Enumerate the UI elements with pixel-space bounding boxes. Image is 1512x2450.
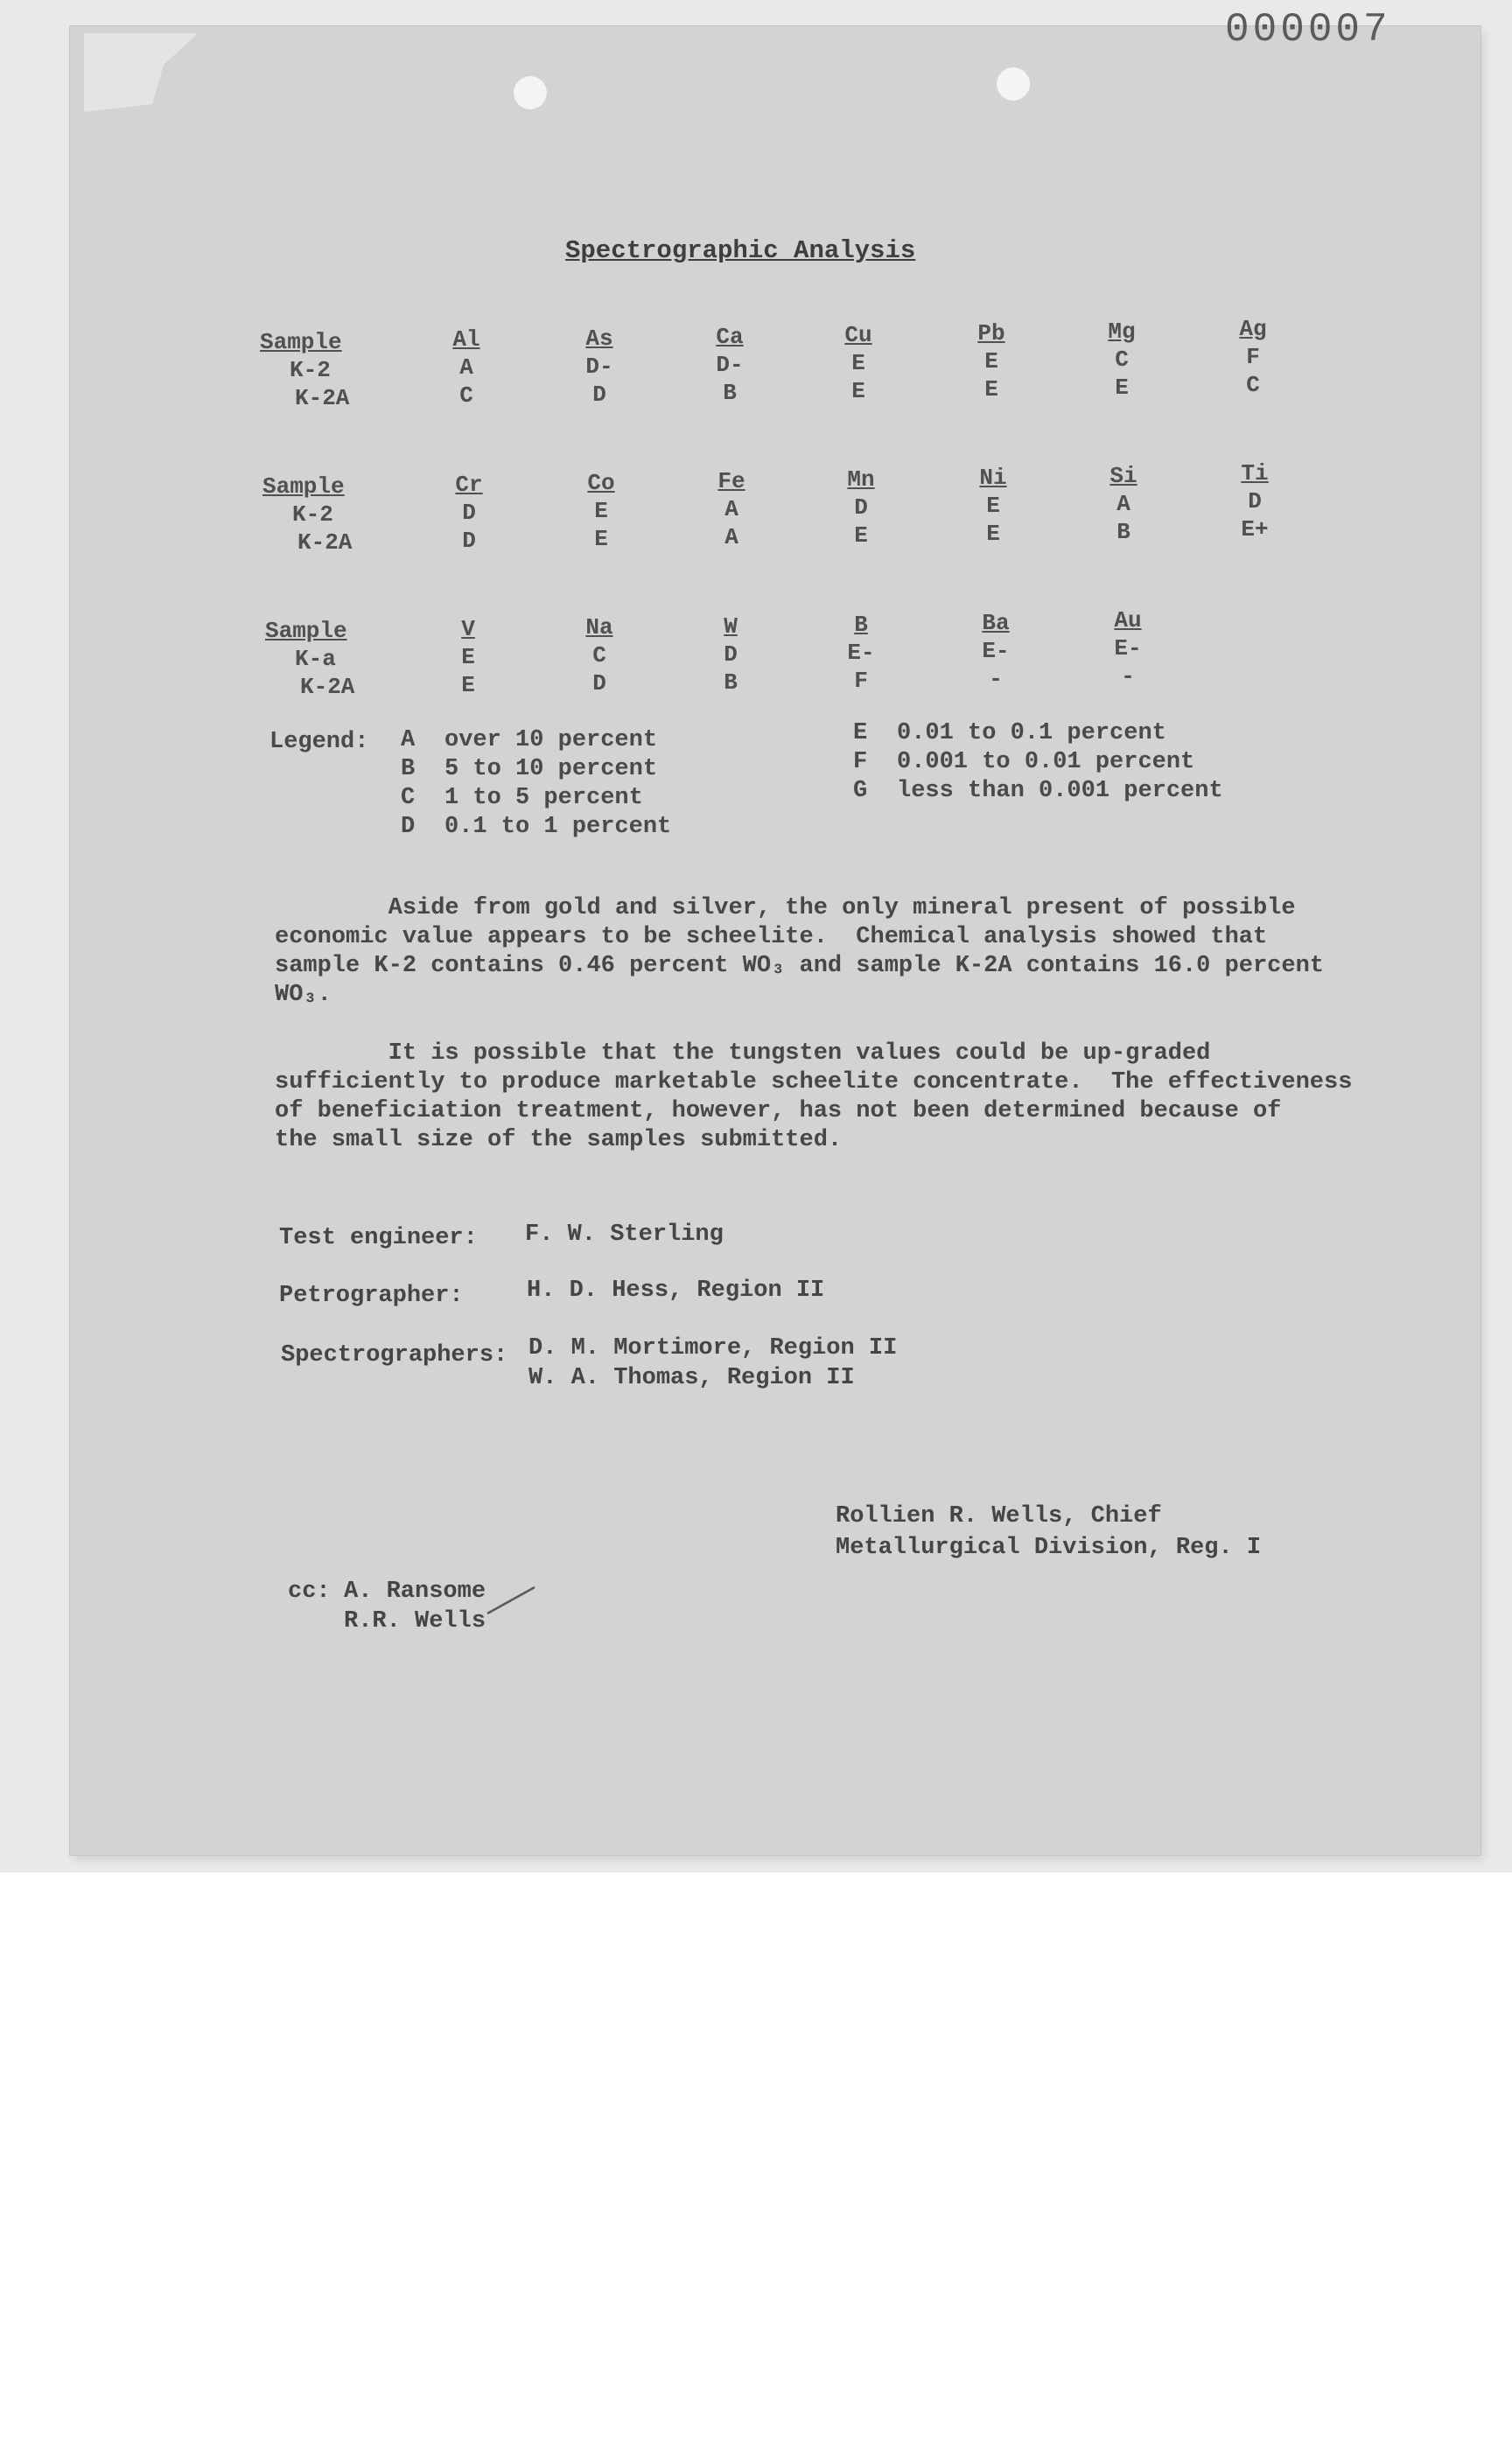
element-value: E- [1114,635,1142,662]
element-symbol: Cr [455,472,483,498]
element-symbol: V [461,616,475,642]
element-symbol: Co [587,470,615,496]
element-symbol: Pb [977,320,1005,346]
element-value: F [1246,344,1260,370]
element-symbol: As [585,326,613,352]
cc-recipient: A. Ransome [344,1578,486,1605]
element-value: E [986,493,1000,519]
paragraph-tungsten: It is possible that the tungsten values could be up-graded sufficiently to produce marketable scheelite concentrate. The effectiveness of beneficiation treatment, however, has not been determined because of the small size of the samples submitted. [275,1040,1353,1153]
element-symbol: Al [452,326,480,353]
legend-text: 0.01 to 0.1 percent [897,720,1166,746]
test-engineer-label: Test engineer: [279,1225,478,1251]
sample-id: K-2 [290,357,331,383]
sample-header: Sample [260,329,342,355]
element-value: D [462,500,476,526]
element-value: E- [847,640,875,666]
legend-code: D [401,814,416,840]
legend-text: less than 0.001 percent [897,778,1223,804]
element-value: E [461,672,475,698]
element-value: E [984,376,998,402]
page-title: Spectrographic Analysis [565,236,916,265]
legend-text: 0.1 to 1 percent [444,814,672,840]
element-column [819,321,898,405]
legend-list-left [401,726,671,842]
signature-name: Rollien R. Wells, Chief [836,1503,1162,1530]
element-column [560,613,639,697]
legend-code: A [401,727,416,753]
element-value: E [854,522,868,549]
element-column [1084,462,1163,546]
test-engineer-name: F. W. Sterling [525,1222,724,1248]
element-column [430,471,508,555]
element-value: A [724,496,738,522]
element-value: E [851,378,865,404]
element-value: E [986,521,1000,547]
check-mark-icon [486,1582,538,1617]
element-column [691,612,770,696]
element-value: D [1248,488,1262,514]
element-value: E [984,348,998,374]
element-symbol: Ti [1241,460,1269,486]
sample-id: K-a [295,646,336,672]
legend-item [401,755,671,784]
element-value: D [462,528,476,554]
element-column [1214,315,1292,399]
cc-label: cc: [288,1578,331,1605]
spectrographer-name: D. M. Mortimore, Region II [528,1335,898,1362]
element-column [956,609,1035,693]
punch-hole-left [514,76,547,109]
element-column [1082,318,1161,402]
spectrographers-label: Spectrographers: [281,1342,508,1368]
legend-text: 1 to 5 percent [444,785,643,811]
element-symbol: Au [1114,607,1142,634]
element-value: A [724,524,738,550]
sample-column [260,328,391,412]
element-value: E [594,526,608,552]
sample-column [265,617,396,701]
element-value: E [1115,374,1129,401]
legend-code: F [853,749,868,775]
element-column [427,326,506,410]
legend-code: B [401,756,416,782]
sample-id: K-2A [295,385,350,411]
element-value: D [724,641,738,668]
sample-header: Sample [262,473,345,500]
element-column [954,464,1032,548]
element-value: D- [585,354,613,380]
element-value: E [594,498,608,524]
signature-title: Metallurgical Division, Reg. I [836,1535,1262,1561]
sample-id: K-2A [298,529,353,556]
element-column [560,325,639,409]
element-symbol: Ag [1239,316,1267,342]
element-value: C [592,642,606,668]
element-symbol: Na [585,614,613,640]
legend-code: C [401,785,416,811]
legend-item [401,813,671,842]
legend-code: E [853,720,868,746]
petrographer-label: Petrographer: [279,1283,464,1309]
sample-id: K-2 [292,501,333,528]
legend-code: G [853,778,868,804]
element-symbol: Ca [716,324,744,350]
legend-text: over 10 percent [444,727,658,753]
element-symbol: Mg [1108,318,1136,345]
legend-item [853,719,1223,748]
element-symbol: Fe [718,468,746,494]
sample-column [262,472,394,556]
element-value: F [854,668,868,694]
element-symbol: Si [1110,463,1138,489]
element-value: A [459,354,473,381]
cc-recipient: R.R. Wells [344,1608,486,1634]
element-value: D [592,670,606,696]
element-column [822,466,900,550]
element-value: A [1116,491,1130,517]
element-column [1088,606,1167,690]
page-number: 000007 [1225,7,1391,52]
legend-text: 0.001 to 0.01 percent [897,749,1195,775]
element-value: D [592,382,606,408]
legend-list-right [853,719,1223,806]
element-symbol: Cu [844,322,872,348]
element-value: D [854,494,868,521]
legend-item [401,784,671,813]
element-column [692,467,771,551]
legend-text: 5 to 10 percent [444,756,658,782]
element-value: E [461,644,475,670]
element-value: E [851,350,865,376]
element-symbol: Ni [979,465,1007,491]
element-value: - [989,666,1003,692]
element-symbol: Ba [982,610,1010,636]
petrographer-name: H. D. Hess, Region II [527,1278,825,1304]
element-value: D- [716,352,744,378]
element-column [690,323,769,407]
legend-label: Legend: [270,729,369,755]
element-value: C [1246,372,1260,398]
element-column [429,615,508,699]
element-value: B [1116,519,1130,545]
element-value: E+ [1241,516,1269,542]
legend-item [853,748,1223,777]
element-value: C [459,382,473,409]
element-symbol: B [854,612,868,638]
element-value: C [1115,346,1129,373]
element-column [562,469,640,553]
sample-header: Sample [265,618,347,644]
punch-hole-right [997,67,1030,101]
element-column [952,319,1031,403]
element-column [1215,459,1294,543]
element-value: B [724,669,738,696]
paragraph-scheelite: Aside from gold and silver, the only mineral present of possible economic value appears to be scheelite. Chemical analysis showed that sample K-2 contains 0.46 percent WO₃ and sample K-2A contains 16.0 percent WO₃. [275,895,1324,1008]
element-symbol: W [724,613,738,640]
element-symbol: Mn [847,466,875,493]
sample-id: K-2A [300,674,355,700]
element-value: - [1121,663,1135,690]
spectrographer-name: W. A. Thomas, Region II [528,1365,855,1391]
element-column [822,611,900,695]
legend-item [401,726,671,755]
legend-item [853,777,1223,806]
element-value: E- [982,638,1010,664]
element-value: B [723,380,737,406]
